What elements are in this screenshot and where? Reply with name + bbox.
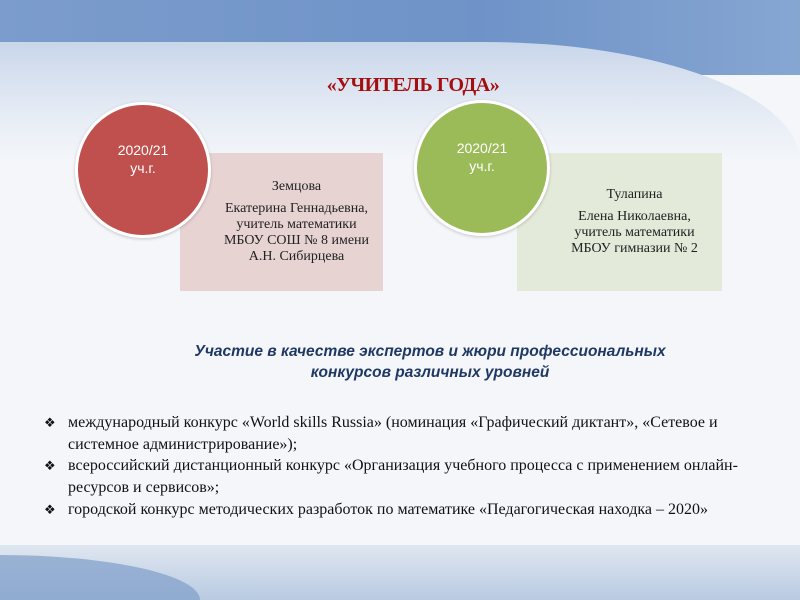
item-text: городской конкурс методических разработок по математике «Педагогическая находка – 2020»: [68, 500, 708, 518]
list-item: [44, 412, 764, 455]
teacher-surname: Тулапина: [606, 187, 663, 202]
diamond-bullet-icon: ❖: [44, 501, 56, 517]
year-label: 2020/21: [456, 140, 508, 156]
year-unit: уч.г.: [130, 160, 156, 176]
teacher-details: Екатерина Геннадьевна, учитель математики МБОУ СОШ № 8 имени А.Н. Сибирцева: [223, 201, 370, 264]
year-label: 2020/21: [117, 142, 169, 158]
item-text: международный конкурс «World skills Russia» (номинация «Графический диктант», «Сетевое и системное администрирование»);: [68, 414, 718, 453]
teacher-details: Елена Николаевна, учитель математики МБОУ гимназии № 2: [571, 209, 698, 256]
list-item: [44, 499, 764, 521]
diamond-bullet-icon: ❖: [44, 458, 56, 474]
competition-list: [44, 412, 764, 521]
subtitle-line-2: конкурсов различных уровней: [310, 364, 550, 381]
subtitle-line-1: Участие в качестве экспертов и жюри профессиональных: [194, 343, 666, 360]
year-circle-2: [414, 100, 550, 236]
year-circle-1: [75, 102, 211, 238]
diamond-bullet-icon: ❖: [44, 415, 56, 430]
list-item: [44, 455, 764, 498]
year-unit: уч.г.: [469, 158, 495, 174]
teacher-surname: Земцова: [271, 179, 322, 194]
item-text: всероссийский дистанционный конкурс «Организация учебного процесса с применением онлайн-ресурсов и сервисов»;: [68, 457, 738, 497]
section-subtitle: [130, 341, 730, 383]
slide-title: «УЧИТЕЛЬ ГОДА»: [326, 74, 500, 96]
